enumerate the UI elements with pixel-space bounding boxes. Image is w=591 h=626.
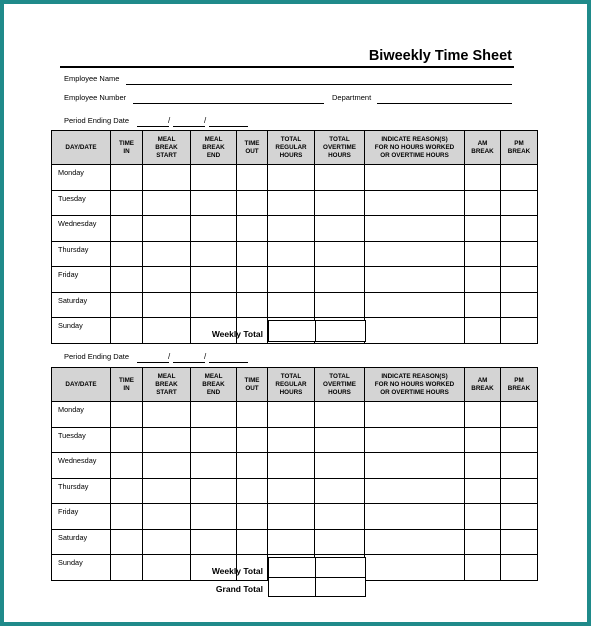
employee-number-field[interactable]: [133, 103, 324, 104]
day-cell: Thursday: [52, 241, 111, 267]
header-reason: INDICATE REASON(S) FOR NO HOURS WORKED OR OVERTIME HOURS: [365, 368, 465, 402]
title-rule: [60, 66, 514, 68]
grand-total-overtime[interactable]: [315, 577, 366, 597]
period-month-field-2[interactable]: [137, 362, 169, 363]
reason-cell[interactable]: [365, 555, 465, 581]
meal-break-start-cell[interactable]: [143, 241, 191, 267]
total-regular-hours-cell[interactable]: [268, 427, 315, 453]
reason-cell[interactable]: [365, 504, 465, 530]
header-total-regular-hours: TOTAL REGULAR HOURS: [268, 368, 315, 402]
time-in-cell[interactable]: [111, 427, 143, 453]
total-overtime-hours-cell[interactable]: [315, 165, 365, 191]
pm-break-cell[interactable]: [501, 555, 538, 581]
am-break-cell[interactable]: [465, 504, 501, 530]
table-row: [52, 190, 538, 216]
time-in-cell[interactable]: [111, 165, 143, 191]
am-break-cell[interactable]: [465, 318, 501, 344]
period-day-field-1[interactable]: [173, 126, 205, 127]
am-break-cell[interactable]: [465, 555, 501, 581]
grand-total-label: Grand Total: [215, 584, 263, 594]
period-year-field-1[interactable]: [209, 126, 248, 127]
day-cell: Wednesday: [52, 453, 111, 479]
meal-break-start-cell[interactable]: [143, 292, 191, 318]
employee-name-label: Employee Name: [64, 74, 120, 83]
pm-break-cell[interactable]: [501, 267, 538, 293]
pm-break-cell[interactable]: [501, 241, 538, 267]
reason-cell[interactable]: [365, 453, 465, 479]
header-meal-break-end: MEAL BREAK END: [191, 131, 237, 165]
total-overtime-hours-cell[interactable]: [315, 402, 365, 428]
total-regular-hours-cell[interactable]: [268, 241, 315, 267]
time-out-cell[interactable]: [237, 427, 268, 453]
time-in-cell[interactable]: [111, 504, 143, 530]
department-field[interactable]: [377, 103, 512, 104]
time-in-cell[interactable]: [111, 478, 143, 504]
time-in-cell[interactable]: [111, 216, 143, 242]
time-out-cell[interactable]: [237, 453, 268, 479]
meal-break-end-cell[interactable]: [191, 267, 237, 293]
am-break-cell[interactable]: [465, 427, 501, 453]
time-in-cell[interactable]: [111, 241, 143, 267]
time-in-cell[interactable]: [111, 402, 143, 428]
meal-break-end-cell[interactable]: [191, 292, 237, 318]
meal-break-end-cell[interactable]: [191, 190, 237, 216]
total-regular-hours-cell[interactable]: [268, 292, 315, 318]
header-time-out: TIME OUT: [237, 368, 268, 402]
am-break-cell[interactable]: [465, 453, 501, 479]
total-regular-hours-cell[interactable]: [268, 529, 315, 555]
time-out-cell[interactable]: [237, 190, 268, 216]
time-in-cell[interactable]: [111, 555, 143, 581]
employee-number-label: Employee Number: [64, 93, 127, 102]
reason-cell[interactable]: [365, 402, 465, 428]
time-in-cell[interactable]: [111, 267, 143, 293]
pm-break-cell[interactable]: [501, 318, 538, 344]
reason-cell[interactable]: [365, 529, 465, 555]
day-cell: Monday: [52, 165, 111, 191]
department-label: Department: [332, 93, 372, 102]
header-total-overtime-hours: TOTAL OVERTIME HOURS: [315, 368, 365, 402]
time-out-cell[interactable]: [237, 402, 268, 428]
header-meal-break-start: MEAL BREAK START: [143, 131, 191, 165]
day-cell: Thursday: [52, 478, 111, 504]
period-month-field-1[interactable]: [137, 126, 169, 127]
day-cell: Tuesday: [52, 427, 111, 453]
page-title: Biweekly Time Sheet: [368, 48, 512, 64]
meal-break-end-cell[interactable]: [191, 402, 237, 428]
header-pm-break: PM BREAK: [501, 131, 538, 165]
weekly-total-regular-1[interactable]: [268, 320, 316, 342]
header-day-date: DAY/DATE: [52, 131, 111, 165]
day-cell: Monday: [52, 402, 111, 428]
time-out-cell[interactable]: [237, 504, 268, 530]
time-in-cell[interactable]: [111, 318, 143, 344]
week-2-table: [51, 367, 538, 581]
meal-break-end-cell[interactable]: [191, 241, 237, 267]
total-regular-hours-cell[interactable]: [268, 453, 315, 479]
am-break-cell[interactable]: [465, 241, 501, 267]
day-cell: Wednesday: [52, 216, 111, 242]
table-row: [52, 241, 538, 267]
grand-total-regular[interactable]: [268, 577, 316, 597]
pm-break-cell[interactable]: [501, 292, 538, 318]
weekly-total-overtime-2[interactable]: [315, 557, 366, 578]
table-row: [52, 292, 538, 318]
day-cell: Tuesday: [52, 190, 111, 216]
weekly-total-overtime-1[interactable]: [315, 320, 366, 342]
time-in-cell[interactable]: [111, 529, 143, 555]
pm-break-cell[interactable]: [501, 478, 538, 504]
meal-break-start-cell[interactable]: [143, 529, 191, 555]
meal-break-end-cell[interactable]: [191, 165, 237, 191]
header-reason: INDICATE REASON(S) FOR NO HOURS WORKED OR OVERTIME HOURS: [365, 131, 465, 165]
header-am-break: AM BREAK: [465, 131, 501, 165]
period-day-field-2[interactable]: [173, 362, 205, 363]
reason-cell[interactable]: [365, 190, 465, 216]
total-overtime-hours-cell[interactable]: [315, 427, 365, 453]
table-row: [52, 478, 538, 504]
time-out-cell[interactable]: [237, 292, 268, 318]
day-cell: Friday: [52, 504, 111, 530]
am-break-cell[interactable]: [465, 190, 501, 216]
time-out-cell[interactable]: [237, 267, 268, 293]
time-out-cell[interactable]: [237, 478, 268, 504]
meal-break-start-cell[interactable]: [143, 402, 191, 428]
meal-break-end-cell[interactable]: [191, 478, 237, 504]
header-am-break: AM BREAK: [465, 368, 501, 402]
total-overtime-hours-cell[interactable]: [315, 190, 365, 216]
table-row: [52, 216, 538, 242]
reason-cell[interactable]: [365, 241, 465, 267]
time-in-cell[interactable]: [111, 292, 143, 318]
header-time-out: TIME OUT: [237, 131, 268, 165]
meal-break-start-cell[interactable]: [143, 427, 191, 453]
date-separator: /: [204, 116, 207, 125]
time-in-cell[interactable]: [111, 190, 143, 216]
time-in-cell[interactable]: [111, 453, 143, 479]
day-cell: Saturday: [52, 529, 111, 555]
time-out-cell[interactable]: [237, 216, 268, 242]
total-regular-hours-cell[interactable]: [268, 216, 315, 242]
am-break-cell[interactable]: [465, 402, 501, 428]
am-break-cell[interactable]: [465, 216, 501, 242]
total-regular-hours-cell[interactable]: [268, 478, 315, 504]
am-break-cell[interactable]: [465, 292, 501, 318]
meal-break-end-cell[interactable]: [191, 453, 237, 479]
meal-break-start-cell[interactable]: [143, 216, 191, 242]
weekly-total-regular-2[interactable]: [268, 557, 316, 578]
day-cell: Sunday: [52, 555, 111, 581]
header-pm-break: PM BREAK: [501, 368, 538, 402]
weekly-total-label-1: Weekly Total: [211, 329, 263, 339]
pm-break-cell[interactable]: [501, 216, 538, 242]
header-total-regular-hours: TOTAL REGULAR HOURS: [268, 131, 315, 165]
pm-break-cell[interactable]: [501, 402, 538, 428]
reason-cell[interactable]: [365, 216, 465, 242]
date-separator: /: [168, 352, 171, 361]
table-row: [52, 267, 538, 293]
total-regular-hours-cell[interactable]: [268, 267, 315, 293]
day-cell: Sunday: [52, 318, 111, 344]
table-row: [52, 402, 538, 428]
pm-break-cell[interactable]: [501, 190, 538, 216]
am-break-cell[interactable]: [465, 165, 501, 191]
header-time-in: TIME IN: [111, 131, 143, 165]
header-meal-break-start: MEAL BREAK START: [143, 368, 191, 402]
total-regular-hours-cell[interactable]: [268, 190, 315, 216]
period-ending-label-2: Period Ending Date: [64, 352, 130, 361]
meal-break-start-cell[interactable]: [143, 165, 191, 191]
reason-cell[interactable]: [365, 165, 465, 191]
total-regular-hours-cell[interactable]: [268, 402, 315, 428]
table-row: [52, 165, 538, 191]
reason-cell[interactable]: [365, 478, 465, 504]
table-row: [52, 504, 538, 530]
reason-cell[interactable]: [365, 318, 465, 344]
week-1-table: [51, 130, 538, 344]
total-overtime-hours-cell[interactable]: [315, 529, 365, 555]
table-row: [52, 453, 538, 479]
day-cell: Friday: [52, 267, 111, 293]
table-row: [52, 529, 538, 555]
total-overtime-hours-cell[interactable]: [315, 241, 365, 267]
total-regular-hours-cell[interactable]: [268, 504, 315, 530]
meal-break-end-cell[interactable]: [191, 216, 237, 242]
reason-cell[interactable]: [365, 267, 465, 293]
total-regular-hours-cell[interactable]: [268, 165, 315, 191]
pm-break-cell[interactable]: [501, 427, 538, 453]
reason-cell[interactable]: [365, 292, 465, 318]
header-time-in: TIME IN: [111, 368, 143, 402]
total-overtime-hours-cell[interactable]: [315, 478, 365, 504]
date-separator: /: [168, 116, 171, 125]
total-overtime-hours-cell[interactable]: [315, 504, 365, 530]
meal-break-end-cell[interactable]: [191, 529, 237, 555]
time-sheet-page: [4, 4, 587, 622]
pm-break-cell[interactable]: [501, 165, 538, 191]
period-year-field-2[interactable]: [209, 362, 248, 363]
pm-break-cell[interactable]: [501, 529, 538, 555]
meal-break-start-cell[interactable]: [143, 504, 191, 530]
pm-break-cell[interactable]: [501, 453, 538, 479]
am-break-cell[interactable]: [465, 529, 501, 555]
total-overtime-hours-cell[interactable]: [315, 267, 365, 293]
total-overtime-hours-cell[interactable]: [315, 216, 365, 242]
time-out-cell[interactable]: [237, 165, 268, 191]
meal-break-start-cell[interactable]: [143, 267, 191, 293]
period-ending-label-1: Period Ending Date: [64, 116, 130, 125]
meal-break-start-cell[interactable]: [143, 478, 191, 504]
total-overtime-hours-cell[interactable]: [315, 292, 365, 318]
header-meal-break-end: MEAL BREAK END: [191, 368, 237, 402]
meal-break-end-cell[interactable]: [191, 427, 237, 453]
am-break-cell[interactable]: [465, 478, 501, 504]
header-total-overtime-hours: TOTAL OVERTIME HOURS: [315, 131, 365, 165]
pm-break-cell[interactable]: [501, 504, 538, 530]
meal-break-start-cell[interactable]: [143, 190, 191, 216]
reason-cell[interactable]: [365, 427, 465, 453]
meal-break-start-cell[interactable]: [143, 453, 191, 479]
employee-name-field[interactable]: [126, 84, 512, 85]
date-separator: /: [204, 352, 207, 361]
table-row: [52, 427, 538, 453]
time-out-cell[interactable]: [237, 529, 268, 555]
weekly-total-label-2: Weekly Total: [211, 566, 263, 576]
time-out-cell[interactable]: [237, 241, 268, 267]
day-cell: Saturday: [52, 292, 111, 318]
total-overtime-hours-cell[interactable]: [315, 453, 365, 479]
header-day-date: DAY/DATE: [52, 368, 111, 402]
am-break-cell[interactable]: [465, 267, 501, 293]
meal-break-end-cell[interactable]: [191, 504, 237, 530]
